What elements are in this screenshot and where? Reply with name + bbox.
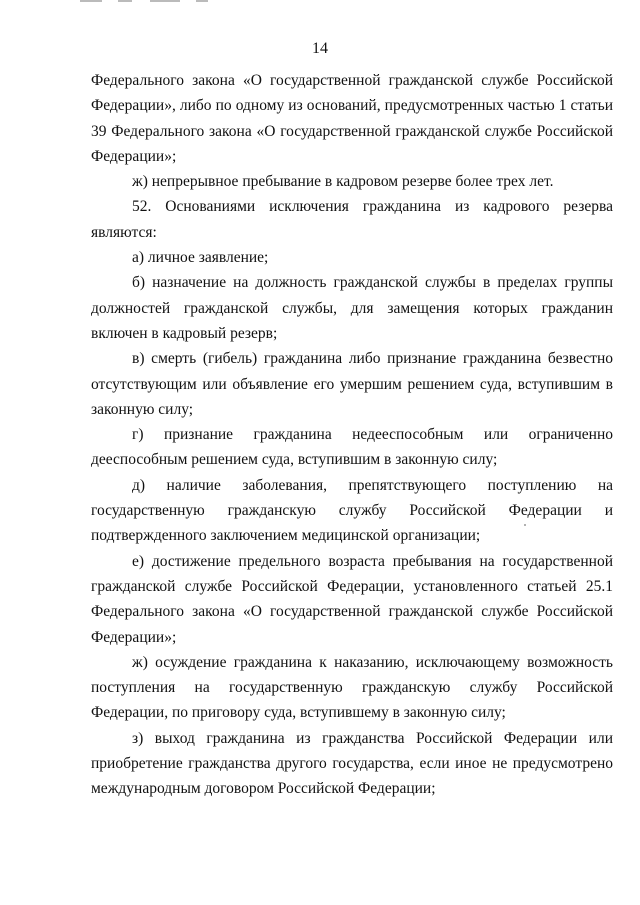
scan-speck — [524, 524, 526, 526]
scan-mark — [150, 0, 180, 2]
paragraph: д) наличие заболевания, препятствующего поступлению на государственную гражданскую службу Российской Федерации и подтвержденного заключением медицинской организации; — [91, 476, 613, 545]
paragraph: г) признание гражданина недееспособным или ограниченно дееспособным решением суда, вступившим в законную силу; — [91, 426, 613, 469]
paragraph: б) назначение на должность гражданской службы в пределах группы должностей гражданской службы, для замещения которых гражданин включен в кадровый резерв; — [91, 274, 613, 342]
paragraph: 52. Основаниями исключения гражданина из кадрового резерва являются: — [91, 198, 613, 241]
paragraph: в) смерть (гибель) гражданина либо признание гражданина безвестно отсутствующим или объявление его умершим решением суда, вступившим в законную силу; — [91, 350, 613, 418]
paragraph: а) личное заявление; — [132, 249, 269, 267]
paragraph: ж) непрерывное пребывание в кадровом резерве более трех лет. — [132, 173, 554, 191]
page-number: 14 — [312, 40, 328, 57]
paragraph: Федерального закона «О государственной гражданской службе Российской Федерации», либо по одному из оснований, предусмотренных частью 1 статьи 39 Федерального закона «О государственной гражданской службе Российской Федерации»; — [91, 72, 613, 165]
scan-mark — [118, 0, 132, 2]
scan-mark — [196, 0, 208, 2]
paragraph: ж) осуждение гражданина к наказанию, исключающему возможность поступления на государственную гражданскую службу Российской Федерации, по приговору суда, вступившему в законную силу; — [91, 653, 613, 722]
scan-mark — [80, 0, 102, 2]
scan-edge-marks — [0, 0, 640, 6]
paragraph: е) достижение предельного возраста пребывания на государственной гражданской службе Российской Федерации, установленного статьей 25.1 Федерального закона «О государственной гражданской службе Российской Федерации»; — [91, 552, 613, 646]
paragraph: з) выход гражданина из гражданства Российской Федерации или приобретение гражданства другого государства, если иное не предусмотрено международным договором Российской Федерации; — [91, 729, 613, 798]
document-body — [91, 68, 613, 802]
